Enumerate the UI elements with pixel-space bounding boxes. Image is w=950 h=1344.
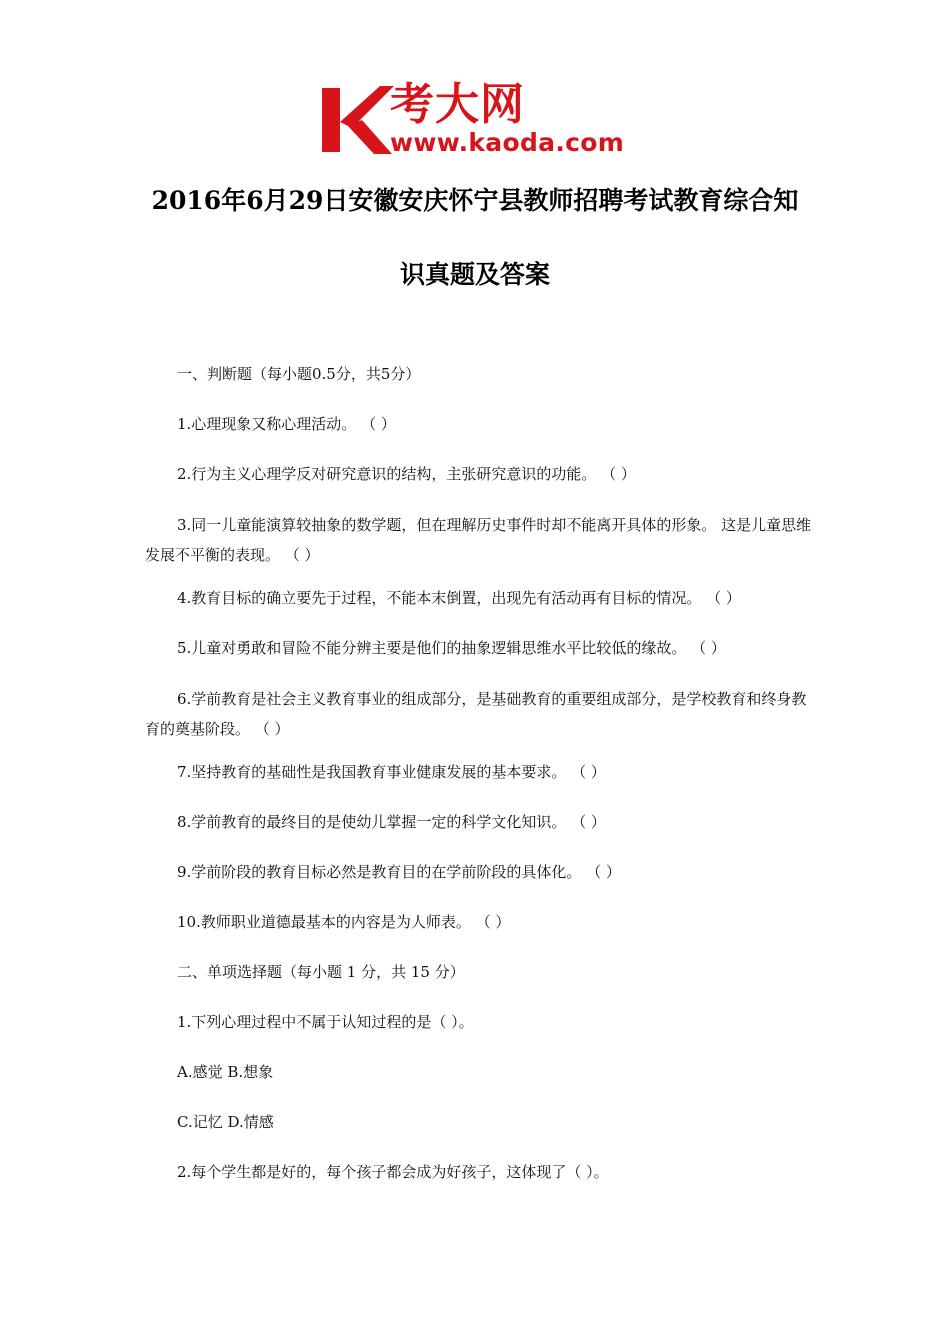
section2-heading: 二、单项选择题（每小题 1 分，共 15 分） [177,963,465,981]
section1-heading: 一、判断题（每小题0.5分，共5分） [177,365,421,383]
logo-url-text: www.kaoda.com [390,128,625,157]
question-5: 5.儿童对勇敢和冒险不能分辨主要是他们的抽象逻辑思维水平比较低的缘故。 （ ） [177,639,726,657]
question-10: 10.教师职业道德最基本的内容是为人师表。 （ ） [177,913,511,931]
mc-question-1: 1.下列心理过程中不属于认知过程的是（ ）。 [177,1013,474,1031]
question-9: 9.学前阶段的教育目标必然是教育目的在学前阶段的具体化。 （ ） [177,863,621,881]
question-7: 7.坚持教育的基础性是我国教育事业健康发展的基本要求。 （ ） [177,763,606,781]
mc-question-1-options-ab: A.感觉 B.想象 [177,1063,274,1081]
question-8: 8.学前教育的最终目的是使幼儿掌握一定的科学文化知识。 （ ） [177,813,606,831]
document-title-line2: 识真题及答案 [399,260,550,289]
question-4: 4.教育目标的确立要先于过程，不能本末倒置，出现先有活动再有目标的情况。 （ ） [177,589,741,607]
question-2: 2.行为主义心理学反对研究意识的结构，主张研究意识的功能。 （ ） [177,465,636,483]
kaoda-logo [318,79,638,158]
logo-brand-text: 考大网 [390,79,525,130]
mc-question-1-options-cd: C.记忆 D.情感 [177,1113,274,1131]
document-title-line1: 2016年6月29日安徽安庆怀宁县教师招聘考试教育综合知 [151,186,799,215]
mc-question-2: 2.每个学生都是好的，每个孩子都会成为好孩子，这体现了（ ）。 [177,1163,609,1181]
question-1: 1.心理现象又称心理活动。 （ ） [177,415,396,433]
question-3: 3.同一儿童能演算较抽象的数学题，但在理解历史事件时却不能离开具体的形象。 这是儿童思维发展不平衡的表现。 （ ） [145,516,812,564]
question-6: 6.学前教育是社会主义教育事业的组成部分，是基础教育的重要组成部分，是学校教育和终身教育的奠基阶段。 （ ） [145,690,807,738]
k-logo-icon [318,82,394,158]
